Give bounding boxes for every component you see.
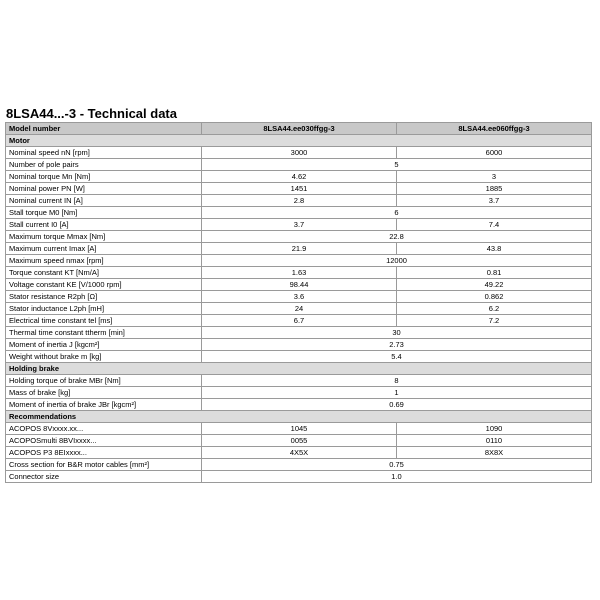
row-label: Connector size	[6, 471, 202, 483]
table-row	[6, 231, 592, 243]
section-heading: Motor	[6, 135, 592, 147]
row-value: 1.63	[202, 267, 397, 279]
row-label: Maximum current Imax [A]	[6, 243, 202, 255]
row-label: ACOPOS P3 8EIxxxx...	[6, 447, 202, 459]
row-label: Thermal time constant ttherm [min]	[6, 327, 202, 339]
row-value: 5	[202, 159, 592, 171]
row-label: Holding torque of brake MBr [Nm]	[6, 375, 202, 387]
row-label: ACOPOS 8Vxxxx.xx...	[6, 423, 202, 435]
row-value: 7.2	[397, 315, 592, 327]
row-value: 8	[202, 375, 592, 387]
row-label: Nominal power PN [W]	[6, 183, 202, 195]
row-label: Mass of brake [kg]	[6, 387, 202, 399]
row-value: 3	[397, 171, 592, 183]
row-value: 2.8	[202, 195, 397, 207]
row-value: 49.22	[397, 279, 592, 291]
section-row	[6, 135, 592, 147]
row-value: 21.9	[202, 243, 397, 255]
row-value: 5.4	[202, 351, 592, 363]
table-row	[6, 267, 592, 279]
page-title: 8LSA44...-3 - Technical data	[6, 106, 177, 121]
row-value: 24	[202, 303, 397, 315]
row-value: 1045	[202, 423, 397, 435]
table-row	[6, 423, 592, 435]
row-value: 6000	[397, 147, 592, 159]
table-row	[6, 339, 592, 351]
table-row	[6, 171, 592, 183]
row-label: Nominal torque Mn [Nm]	[6, 171, 202, 183]
row-value: 6.7	[202, 315, 397, 327]
table-row	[6, 159, 592, 171]
table-row	[6, 471, 592, 483]
row-label: Cross section for B&R motor cables [mm²]	[6, 459, 202, 471]
row-value: 1885	[397, 183, 592, 195]
row-value: 4X5X	[202, 447, 397, 459]
row-value: 4.62	[202, 171, 397, 183]
row-value: 0.81	[397, 267, 592, 279]
row-value: 1451	[202, 183, 397, 195]
table-row	[6, 447, 592, 459]
row-value: 98.44	[202, 279, 397, 291]
table-row	[6, 375, 592, 387]
column-header-model-a: 8LSA44.ee030ffgg-3	[202, 123, 397, 135]
row-label: Stall torque M0 [Nm]	[6, 207, 202, 219]
row-value: 6.2	[397, 303, 592, 315]
row-value: 8X8X	[397, 447, 592, 459]
row-label: Stator inductance L2ph [mH]	[6, 303, 202, 315]
column-header-model-b: 8LSA44.ee060ffgg-3	[397, 123, 592, 135]
row-label: Moment of inertia J [kgcm²]	[6, 339, 202, 351]
table-row	[6, 291, 592, 303]
table-header-row	[6, 123, 592, 135]
row-label: Nominal speed nN [rpm]	[6, 147, 202, 159]
row-value: 0.862	[397, 291, 592, 303]
row-value: 1	[202, 387, 592, 399]
section-heading: Recommendations	[6, 411, 592, 423]
table-row	[6, 351, 592, 363]
row-value: 30	[202, 327, 592, 339]
row-value: 1090	[397, 423, 592, 435]
row-label: Stall current I0 [A]	[6, 219, 202, 231]
table-row	[6, 279, 592, 291]
table-row	[6, 183, 592, 195]
table-row	[6, 219, 592, 231]
row-value: 43.8	[397, 243, 592, 255]
table-row	[6, 243, 592, 255]
row-value: 0110	[397, 435, 592, 447]
table-row	[6, 255, 592, 267]
section-heading: Holding brake	[6, 363, 592, 375]
row-label: Voltage constant KE [V/1000 rpm]	[6, 279, 202, 291]
row-label: Maximum torque Mmax [Nm]	[6, 231, 202, 243]
row-label: Electrical time constant tel [ms]	[6, 315, 202, 327]
row-value: 12000	[202, 255, 592, 267]
table-row	[6, 195, 592, 207]
section-row	[6, 363, 592, 375]
row-label: Nominal current IN [A]	[6, 195, 202, 207]
table-row	[6, 303, 592, 315]
row-label: ACOPOSmulti 8BVIxxxx...	[6, 435, 202, 447]
row-value: 6	[202, 207, 592, 219]
row-value: 0055	[202, 435, 397, 447]
column-header-model-number: Model number	[6, 123, 202, 135]
table-row	[6, 435, 592, 447]
table-row	[6, 399, 592, 411]
row-value: 2.73	[202, 339, 592, 351]
table-row	[6, 387, 592, 399]
table-row	[6, 207, 592, 219]
technical-data-table	[5, 122, 592, 483]
row-value: 3.7	[397, 195, 592, 207]
table-row	[6, 147, 592, 159]
row-value: 7.4	[397, 219, 592, 231]
table-row	[6, 315, 592, 327]
row-label: Stator resistance R2ph [Ω]	[6, 291, 202, 303]
row-value: 3.6	[202, 291, 397, 303]
row-value: 0.69	[202, 399, 592, 411]
row-value: 3.7	[202, 219, 397, 231]
row-label: Moment of inertia of brake JBr [kgcm²]	[6, 399, 202, 411]
row-label: Weight without brake m [kg]	[6, 351, 202, 363]
row-value: 22.8	[202, 231, 592, 243]
row-value: 0.75	[202, 459, 592, 471]
row-label: Number of pole pairs	[6, 159, 202, 171]
row-value: 3000	[202, 147, 397, 159]
table-row	[6, 459, 592, 471]
row-label: Torque constant KT [Nm/A]	[6, 267, 202, 279]
table-row	[6, 327, 592, 339]
section-row	[6, 411, 592, 423]
row-label: Maximum speed nmax [rpm]	[6, 255, 202, 267]
row-value: 1.0	[202, 471, 592, 483]
